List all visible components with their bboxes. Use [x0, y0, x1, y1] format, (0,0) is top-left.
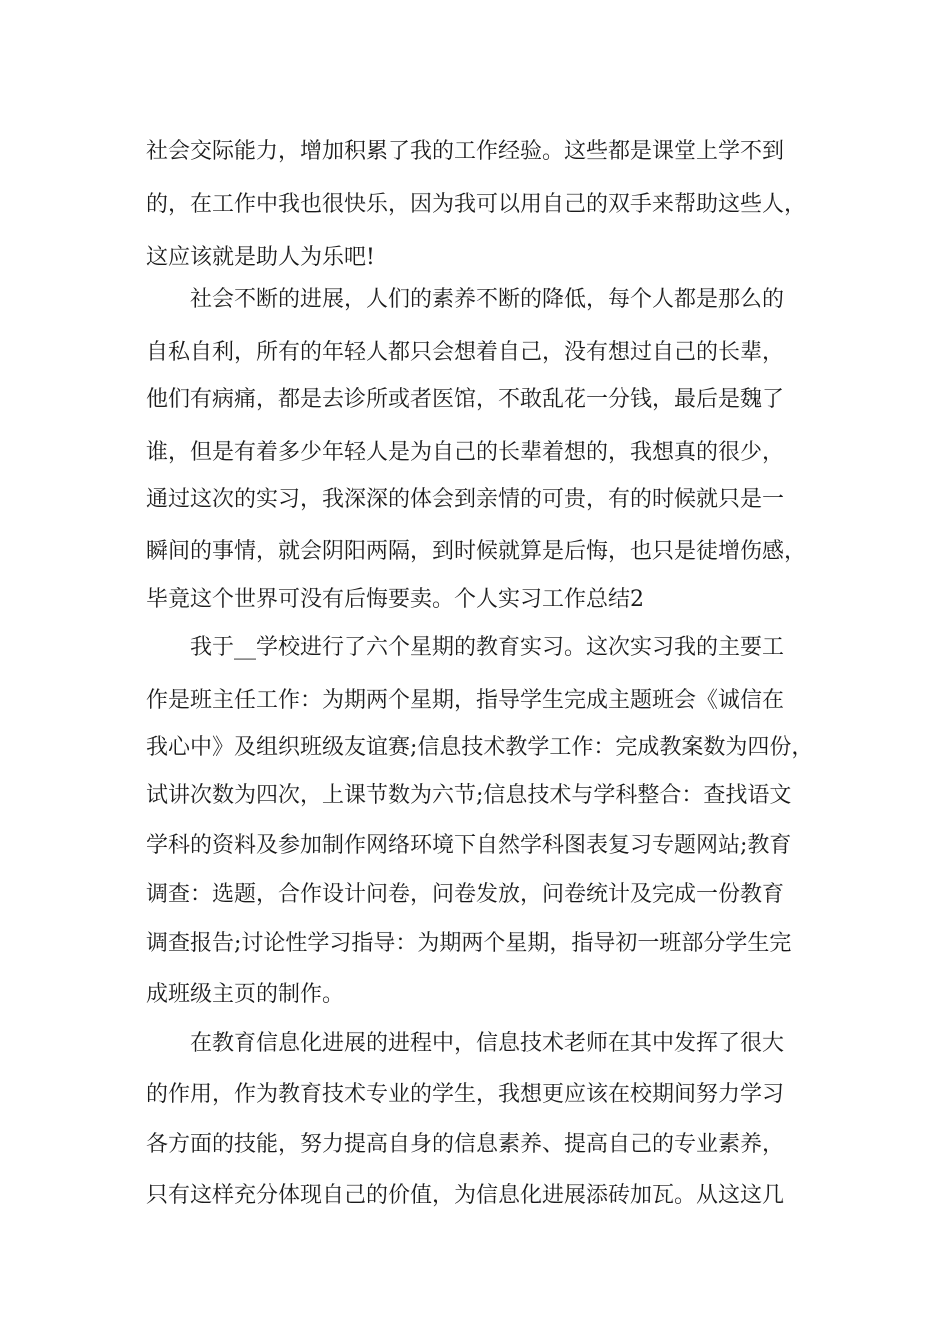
paragraph-first-line: 在教育信息化进展的进程中，信息技术老师在其中发挥了很大 — [190, 1031, 785, 1056]
text-line: 他们有病痛，都是去诊所或者医馆，不敢乱花一分钱，最后是魏了 — [146, 387, 785, 412]
text-line: 调查报告;讨论性学习指导：为期两个星期，指导初一班部分学生完 — [146, 931, 792, 956]
text-line: 这应该就是助人为乐吧! — [146, 245, 375, 270]
text-line: 试讲次数为四次，上课节数为六节;信息技术与学科整合：查找语文 — [146, 783, 792, 808]
text-line: 调查：选题，合作设计问卷，问卷发放，问卷统计及完成一份教育 — [146, 882, 785, 907]
text-line: 社会交际能力，增加积累了我的工作经验。这些都是课堂上学不到 — [146, 139, 785, 164]
text-line: 通过这次的实习，我深深的体会到亲情的可贵，有的时候就只是一 — [146, 487, 785, 512]
paragraph-first-line: 社会不断的进展，人们的素养不断的降低，每个人都是那么的 — [190, 287, 785, 312]
text-line: 成班级主页的制作。 — [146, 982, 345, 1007]
text-line: 自私自利，所有的年轻人都只会想着自己，没有想过自己的长辈， — [146, 340, 785, 365]
text-line: 各方面的技能，努力提高自身的信息素养、提高自己的专业素养， — [146, 1132, 785, 1157]
text-line: 学科的资料及参加制作网络环境下自然学科图表复习专题网站;教育 — [146, 833, 792, 858]
text-line: 谁，但是有着多少年轻人是为自己的长辈着想的，我想真的很少， — [146, 440, 785, 465]
paragraph-first-line: 我于__学校进行了六个星期的教育实习。这次实习我的主要工 — [190, 635, 785, 660]
text-line: 只有这样充分体现自己的价值，为信息化进展添砖加瓦。从这这几 — [146, 1183, 785, 1208]
text-line: 的作用，作为教育技术专业的学生，我想更应该在校期间努力学习 — [146, 1082, 785, 1107]
text-line: 我心中》及组织班级友谊赛;信息技术教学工作：完成教案数为四份， — [146, 735, 814, 760]
text-line: 毕竟这个世界可没有后悔要卖。个人实习工作总结2 — [146, 587, 644, 612]
text-line: 作是班主任工作：为期两个星期，指导学生完成主题班会《诚信在 — [146, 688, 785, 713]
text-line: 瞬间的事情，就会阴阳两隔，到时候就算是后悔，也只是徒增伤感， — [146, 539, 807, 564]
text-line: 的，在工作中我也很快乐，因为我可以用自己的双手来帮助这些人， — [146, 192, 807, 217]
